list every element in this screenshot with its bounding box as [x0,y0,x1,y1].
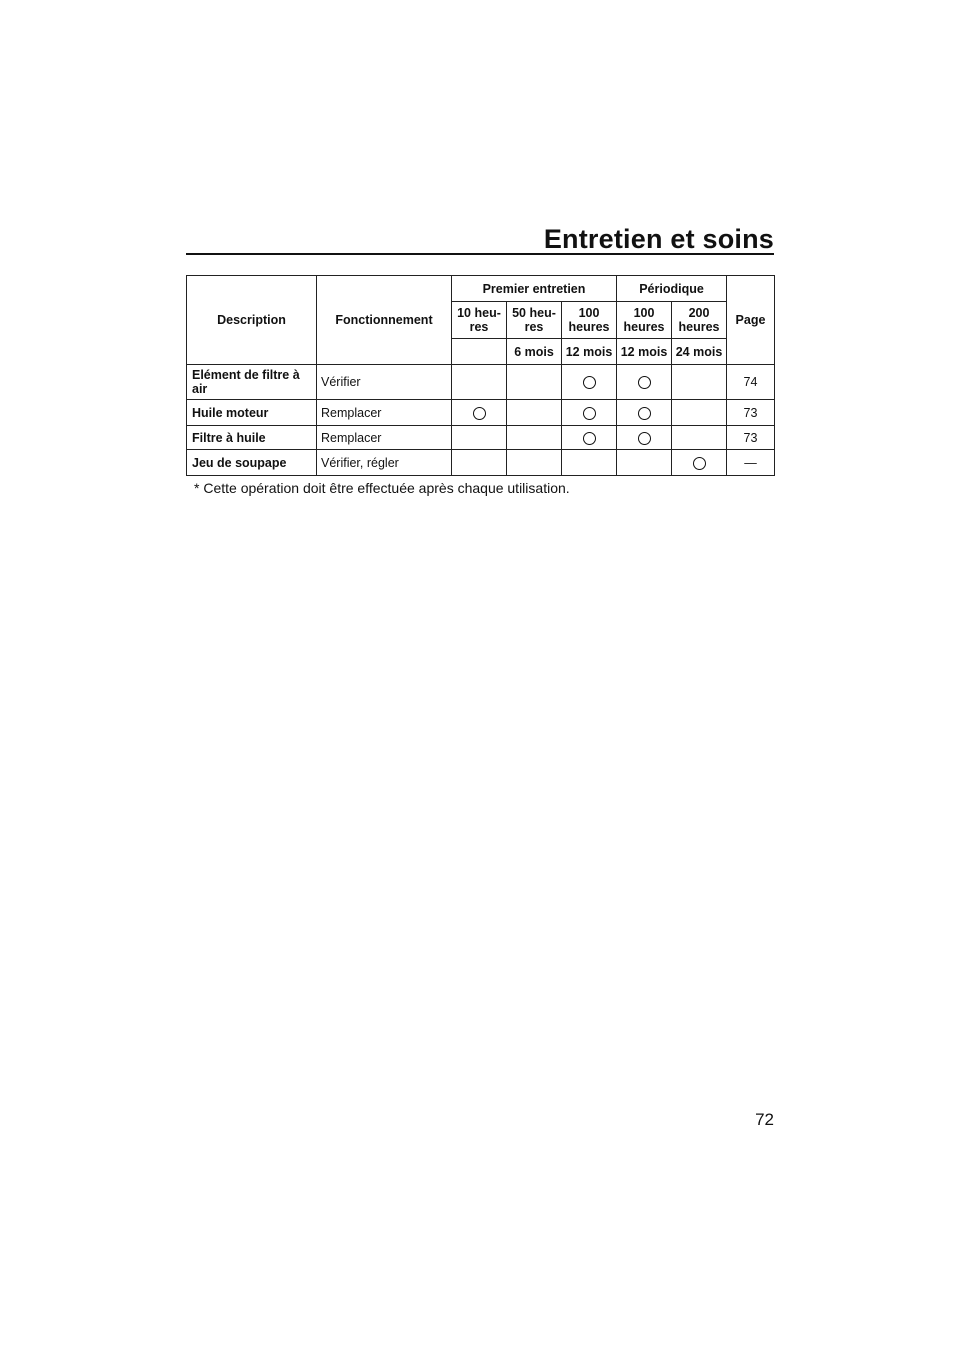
circle-mark-icon [583,432,596,445]
header-page: Page [727,276,775,365]
interval-cell-4 [672,365,727,400]
header-interval-4: 200 heures [672,302,727,339]
interval-cell-4 [672,450,727,476]
table-row [187,450,775,476]
footnote: * Cette opération doit être effectuée après chaque utilisation. [194,480,570,496]
header-month-4: 24 mois [672,339,727,365]
header-interval-0: 10 heu- res [452,302,507,339]
interval-cell-3 [617,426,672,450]
header-description: Description [187,276,317,365]
interval-cell-0 [452,400,507,426]
interval-cell-3 [617,450,672,476]
row-operation: Remplacer [317,426,452,450]
row-operation: Vérifier, régler [317,450,452,476]
header-month-0 [452,339,507,365]
interval-cell-2 [562,450,617,476]
interval-cell-0 [452,365,507,400]
circle-mark-icon [693,457,706,470]
circle-mark-icon [583,407,596,420]
header-month-1: 6 mois [507,339,562,365]
row-item: Jeu de soupape [187,450,317,476]
header-initial-group: Premier entretien [452,276,617,302]
circle-mark-icon [638,432,651,445]
table-row [187,426,775,450]
row-operation: Vérifier [317,365,452,400]
circle-mark-icon [473,407,486,420]
row-operation: Remplacer [317,400,452,426]
page-number: 72 [755,1110,774,1129]
interval-cell-3 [617,365,672,400]
table-body [187,365,775,476]
table-row [187,365,775,400]
interval-cell-0 [452,450,507,476]
interval-cell-2 [562,400,617,426]
header-interval-3: 100 heures [617,302,672,339]
row-page-ref: 74 [727,365,775,400]
row-page-ref: 73 [727,400,775,426]
interval-cell-1 [507,400,562,426]
header-interval-2: 100 heures [562,302,617,339]
interval-cell-4 [672,400,727,426]
interval-cell-2 [562,365,617,400]
circle-mark-icon [638,376,651,389]
circle-mark-icon [638,407,651,420]
interval-cell-4 [672,426,727,450]
row-item: Elément de filtre à air [187,365,317,400]
header-interval-1: 50 heu- res [507,302,562,339]
interval-cell-2 [562,426,617,450]
page-title: Entretien et soins [543,224,774,254]
row-item: Filtre à huile [187,426,317,450]
row-page-ref: — [727,450,775,476]
header-operation: Fonctionnement [317,276,452,365]
interval-cell-3 [617,400,672,426]
row-page-ref: 73 [727,426,775,450]
maintenance-table [186,275,775,476]
circle-mark-icon [583,376,596,389]
row-item: Huile moteur [187,400,317,426]
interval-cell-0 [452,426,507,450]
header-periodic-group: Périodique [617,276,727,302]
header-month-3: 12 mois [617,339,672,365]
interval-cell-1 [507,365,562,400]
title-rule [186,253,774,255]
header-month-2: 12 mois [562,339,617,365]
table-row [187,400,775,426]
interval-cell-1 [507,426,562,450]
interval-cell-1 [507,450,562,476]
